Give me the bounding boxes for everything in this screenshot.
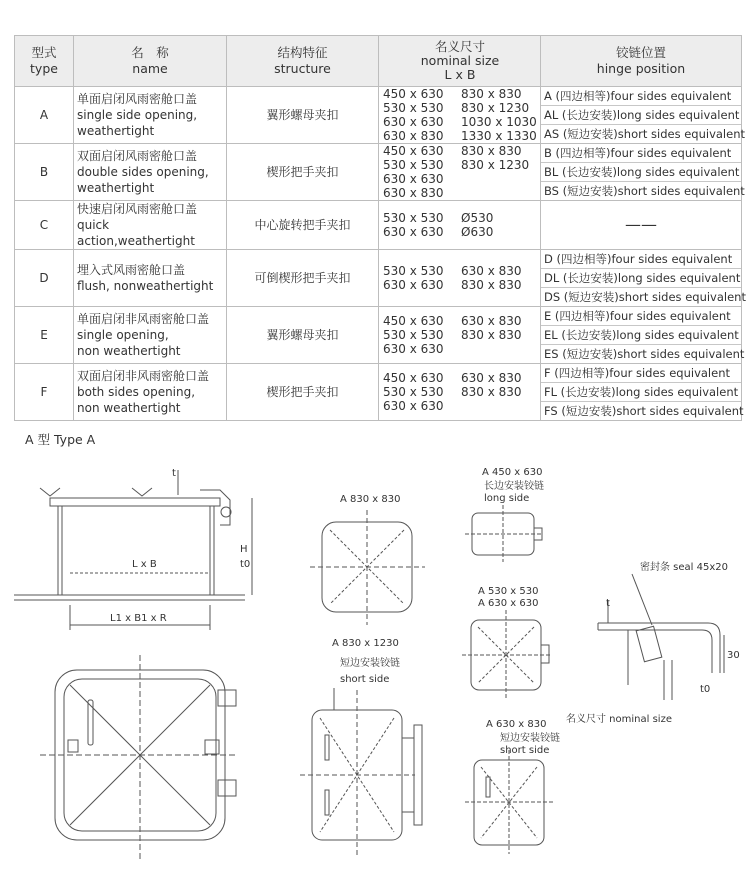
dimension-value: 630 x 630 (383, 342, 444, 356)
section-t-label: t (606, 598, 610, 609)
hinge-value: BL (长边安装)long sides equivalent (541, 163, 741, 182)
dimension-value: 630 x 830 (461, 371, 522, 385)
hinge-value: D (四边相等)four sides equivalent (541, 250, 741, 269)
type-cell: B (15, 144, 74, 201)
a830x830-view (310, 494, 425, 625)
hinge-value: —— (625, 215, 657, 234)
hinge-value: ES (短边安装)short sides equivalent (544, 347, 745, 361)
name-line: 快速启闭风雨密舱口盖 (77, 202, 198, 216)
name-cell (74, 144, 227, 201)
type-cell: F (15, 364, 74, 421)
plan-view (40, 655, 236, 860)
name-line: quick action,weathertight (77, 218, 195, 248)
table-row (15, 201, 742, 250)
figure-caption: A 型 Type A (25, 432, 96, 447)
structure-cell: 中心旋转把手夹扣 (227, 201, 379, 250)
dimension-value: 630 x 630 (383, 278, 444, 292)
dimension-value: 450 x 630 (383, 314, 444, 328)
dimension-value: 630 x 830 (383, 129, 444, 143)
dimension-value: 630 x 630 (383, 172, 444, 186)
header-structure: 结构特征 structure (227, 36, 379, 87)
a450x630-view (465, 467, 544, 562)
header-hinge: 铰链位置 hinge position (541, 36, 742, 87)
dimension-value: 830 x 830 (461, 144, 522, 158)
dimension-value: 630 x 630 (383, 115, 444, 129)
name-line: double sides opening, (77, 165, 209, 179)
nominal-size-cell (379, 87, 541, 144)
a530x530-label: A 530 x 530 (478, 586, 539, 597)
side-view (14, 468, 252, 630)
table-row (15, 250, 742, 307)
dimension-value: 530 x 530 (383, 211, 444, 225)
name-cell (74, 364, 227, 421)
short-side-en2-label: short side (500, 745, 550, 756)
structure-cell: 翼形螺母夹扣 (227, 87, 379, 144)
a630x630-label: A 630 x 630 (478, 598, 539, 609)
nominal-size-cell (379, 201, 541, 250)
hinge-value: DL (长边安装)long sides equivalent (541, 269, 741, 288)
seal-section-view (566, 560, 740, 725)
dimension-value (461, 399, 539, 413)
dimension-value: 830 x 830 (461, 385, 522, 399)
long-side-zh-label: 长边安装铰链 (484, 481, 544, 492)
dimension-value: 830 x 830 (461, 278, 522, 292)
seal-label: 密封条 seal 45x20 (640, 562, 728, 573)
a630x830-label: A 630 x 830 (486, 719, 547, 730)
l1b1r-label: L1 x B1 x R (110, 613, 167, 624)
short-side-en-label: short side (340, 674, 390, 685)
structure-cell: 可倒楔形把手夹扣 (227, 250, 379, 307)
dimension-value (461, 186, 539, 200)
name-line: single opening, (77, 328, 169, 342)
name-cell (74, 307, 227, 364)
name-cell (74, 87, 227, 144)
a830x1230-label: A 830 x 1230 (332, 638, 399, 649)
structure-cell: 楔形把手夹扣 (227, 144, 379, 201)
lxb-label: L x B (132, 559, 157, 570)
section-t0-label: t0 (700, 684, 711, 695)
name-line: weathertight (77, 181, 155, 195)
a530x530-view (462, 586, 550, 698)
hinge-cell (541, 201, 742, 250)
hinge-value: B (四边相等)four sides equivalent (541, 144, 741, 163)
nominal-size-cell (379, 364, 541, 421)
hinge-value: AS (短边安装)short sides equivalent (544, 127, 745, 141)
dimension-value: 1330 x 1330 (461, 129, 537, 143)
name-line: 双面启闭非风雨密舱口盖 (77, 369, 210, 383)
hinge-value: A (四边相等)four sides equivalent (541, 87, 741, 106)
t-label: t (172, 468, 176, 479)
name-line: 单面启闭非风雨密舱口盖 (77, 312, 210, 326)
type-cell: A (15, 87, 74, 144)
name-line: single side opening, (77, 108, 198, 122)
table-row (15, 364, 742, 421)
a830x1230-view (300, 638, 422, 855)
hinge-cell (541, 144, 745, 201)
header-type: 型式 type (15, 36, 74, 87)
name-line: 单面启闭风雨密舱口盖 (77, 92, 198, 106)
dimension-value: 450 x 630 (383, 144, 444, 158)
dimension-value: 830 x 1230 (461, 101, 530, 115)
dimension-value: Ø530 (461, 211, 494, 225)
header-name: 名 称 name (74, 36, 227, 87)
name-cell (74, 250, 227, 307)
dimension-value: 830 x 1230 (461, 158, 530, 172)
dimension-value: 530 x 530 (383, 101, 444, 115)
dimension-value (461, 172, 539, 186)
short-side-zh-label: 短边安装铰链 (340, 658, 400, 669)
dimension-value: 830 x 830 (461, 87, 522, 101)
nominal-size-cell (379, 250, 541, 307)
name-line: 埋入式风雨密舱口盖 (77, 263, 186, 277)
dimension-value (461, 342, 539, 356)
dimension-value: 630 x 630 (383, 225, 444, 239)
a830x830-label: A 830 x 830 (340, 494, 401, 505)
name-cell (74, 201, 227, 250)
a450x630-label: A 450 x 630 (482, 467, 543, 478)
hinge-cell (541, 364, 742, 421)
hinge-value: F (四边相等)four sides equivalent (541, 364, 741, 383)
dimension-value: 630 x 830 (383, 186, 444, 200)
dimension-value: 450 x 630 (383, 371, 444, 385)
long-side-en-label: long side (484, 493, 530, 504)
dimension-value: 530 x 530 (383, 385, 444, 399)
hinge-cell (541, 250, 746, 307)
type-cell: C (15, 201, 74, 250)
dimension-value: 630 x 830 (461, 314, 522, 328)
dimension-value: 1030 x 1030 (461, 115, 537, 129)
table-row (15, 307, 742, 364)
nominal-size-cell (379, 307, 541, 364)
header-nominal-size: 名义尺寸 nominal size L x B (379, 36, 541, 87)
hinge-cell (541, 307, 745, 364)
h-label: H (240, 544, 248, 555)
structure-cell: 翼形螺母夹扣 (227, 307, 379, 364)
name-line: non weathertight (77, 401, 181, 415)
table-row (15, 144, 742, 201)
name-line: both sides opening, (77, 385, 196, 399)
dimension-value: 530 x 530 (383, 158, 444, 172)
hinge-value: EL (长边安装)long sides equivalent (541, 326, 741, 345)
table-row (15, 87, 742, 144)
technical-drawing (0, 440, 750, 887)
hinge-value: FS (短边安装)short sides equivalent (544, 404, 744, 418)
name-line: weathertight (77, 124, 155, 138)
dimension-value: 630 x 830 (461, 264, 522, 278)
hinge-cell (541, 87, 745, 144)
name-line: flush, nonweathertight (77, 279, 214, 293)
dimension-value: Ø630 (461, 225, 494, 239)
nominal-size-cell (379, 144, 541, 201)
hinge-value: BS (短边安装)short sides equivalent (544, 184, 745, 198)
name-line: non weathertight (77, 344, 181, 358)
hinge-value: AL (长边安装)long sides equivalent (541, 106, 741, 125)
a630x830-view (465, 719, 560, 854)
spec-table (14, 35, 746, 421)
dimension-value: 530 x 530 (383, 264, 444, 278)
structure-cell: 楔形把手夹扣 (227, 364, 379, 421)
dimension-value: 830 x 830 (461, 328, 522, 342)
nominal-size-label: 名义尺寸 nominal size (566, 714, 672, 725)
dimension-value: 630 x 630 (383, 399, 444, 413)
name-line: 双面启闭风雨密舱口盖 (77, 149, 198, 163)
type-cell: D (15, 250, 74, 307)
dimension-value: 530 x 530 (383, 328, 444, 342)
hinge-value: E (四边相等)four sides equivalent (541, 307, 741, 326)
t0-label: t0 (240, 559, 251, 570)
table-header-row (15, 36, 742, 87)
short-side-zh2-label: 短边安装铰链 (500, 733, 560, 744)
hinge-value: FL (长边安装)long sides equivalent (541, 383, 741, 402)
hinge-value: DS (短边安装)short sides equivalent (544, 290, 746, 304)
section-30-label: 30 (727, 650, 740, 661)
dimension-value: 450 x 630 (383, 87, 444, 101)
type-cell: E (15, 307, 74, 364)
